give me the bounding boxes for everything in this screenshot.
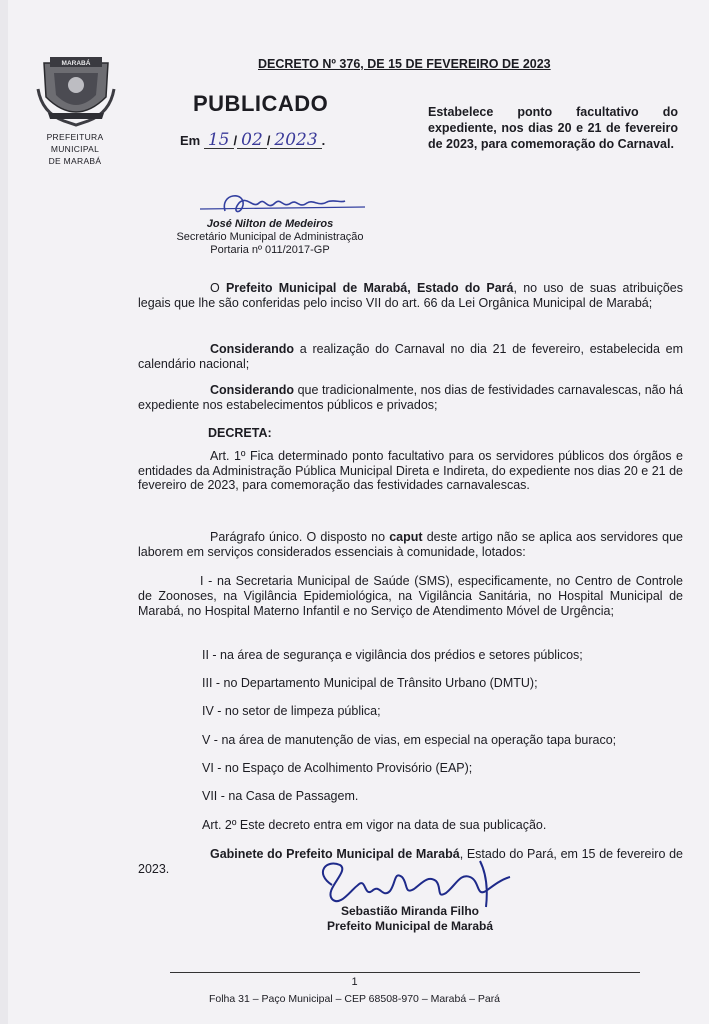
list-item-6: VI - no Espaço de Acolhimento Provisório (EAP);: [202, 761, 473, 775]
decreta-heading: DECRETA:: [208, 426, 272, 440]
list-item-2: II - na área de segurança e vigilância dos prédios e setores públicos;: [202, 648, 583, 662]
article-1: Art. 1º Fica determinado ponto facultativo para os servidores públicos dos órgãos e entidades da Administração Pública Municipal Direta e Indireta, do expediente nos dias 20 e 21 de fevereiro de 2023, para comemoração das festividades carnavalescas.: [138, 449, 683, 492]
publisher-block: [170, 218, 370, 257]
sole-paragraph-bold: caput: [389, 530, 423, 544]
publication-day: 15: [207, 130, 230, 150]
sole-paragraph-post: deste artigo não se aplica aos servidores que laborem em serviços considerados essenciais à comunidade, lotados:: [138, 530, 683, 559]
publisher-signature: [195, 187, 370, 219]
considering-paragraph-2: [138, 383, 683, 412]
organization-name: [30, 131, 120, 167]
decree-summary: Estabelece ponto facultativo do expediente, nos dias 20 e 21 de fevereiro de 2023, para comemoração do Carnaval.: [428, 105, 678, 151]
org-line-1: PREFEITURA: [46, 132, 104, 142]
intro-bold: Prefeito Municipal de Marabá, Estado do Pará: [225, 281, 514, 295]
mayor-block: [310, 904, 510, 933]
footer-address: Folha 31 – Paço Municipal – CEP 68508-970 – Marabá – Pará: [208, 993, 501, 1005]
publication-date-prefix: Em: [180, 133, 201, 148]
list-item-7: VII - na Casa de Passagem.: [202, 789, 359, 803]
publisher-ordinance: Portaria nº 011/2017-GP: [210, 244, 330, 256]
sole-paragraph: [138, 530, 683, 559]
page-number: 1: [351, 976, 358, 988]
list-item-1: I - na Secretaria Municipal de Saúde (SMS), especificamente, no Centro de Controle de Zoonoses, na Vigilância Epidemiológica, na Vigilância Sanitária, no Hospital Municipal de Marabá, no Hospital Materno Infantil e no Serviço de Atendimento Móvel de Urgência;: [138, 574, 683, 618]
considering-label-1: Considerando: [210, 342, 295, 356]
considering-text-2: que tradicionalmente, nos dias de festividades carnavalescas, não há expediente nos estabelecimentos públicos e privados;: [138, 383, 683, 412]
closing-text: , Estado do Pará, em 15 de fevereiro de 2023.: [138, 847, 683, 876]
considering-text-1: a realização do Carnaval no dia 21 de fevereiro, estabelecida em calendário nacional;: [138, 342, 683, 371]
considering-label-2: Considerando: [210, 383, 295, 397]
list-item-4: IV - no setor de limpeza pública;: [202, 704, 381, 718]
decree-title: DECRETO Nº 376, DE 15 DE FEVEREIRO DE 2023: [258, 57, 551, 71]
publisher-name: José Nilton de Medeiros: [206, 218, 334, 230]
org-line-3: DE MARABÁ: [48, 156, 102, 166]
intro-post: , no uso de suas atribuições legais que lhe são conferidas pelo inciso VII do art. 66 da Lei Orgânica Municipal de Marabá;: [138, 281, 683, 310]
municipal-crest-logo: [36, 53, 116, 129]
mayor-name: Sebastião Miranda Filho: [340, 904, 480, 918]
publication-date: Em 15 / 02 / 2023 .: [180, 130, 326, 150]
intro-pre: O: [210, 281, 226, 295]
intro-paragraph: [138, 281, 683, 310]
sole-paragraph-pre: Parágrafo único. O disposto no: [210, 530, 390, 544]
mayor-role: Prefeito Municipal de Marabá: [326, 918, 494, 933]
published-stamp: PUBLICADO: [193, 91, 329, 116]
publication-month: 02: [241, 130, 263, 150]
crest-text: MARABÁ: [61, 60, 91, 67]
org-line-2: MUNICIPAL: [50, 144, 100, 154]
article-2: Art. 2º Este decreto entra em vigor na data de sua publicação.: [202, 818, 547, 832]
footer-divider: [170, 972, 640, 973]
publication-year: 2023: [274, 130, 318, 150]
closing-bold: Gabinete do Prefeito Municipal de Marabá: [210, 847, 460, 861]
list-item-3: III - no Departamento Municipal de Trânsito Urbano (DMTU);: [202, 676, 538, 690]
considering-paragraph-1: [138, 342, 683, 371]
publisher-role: Secretário Municipal de Administração: [176, 231, 364, 243]
list-item-5: V - na área de manutenção de vias, em especial na operação tapa buraco;: [202, 733, 617, 747]
